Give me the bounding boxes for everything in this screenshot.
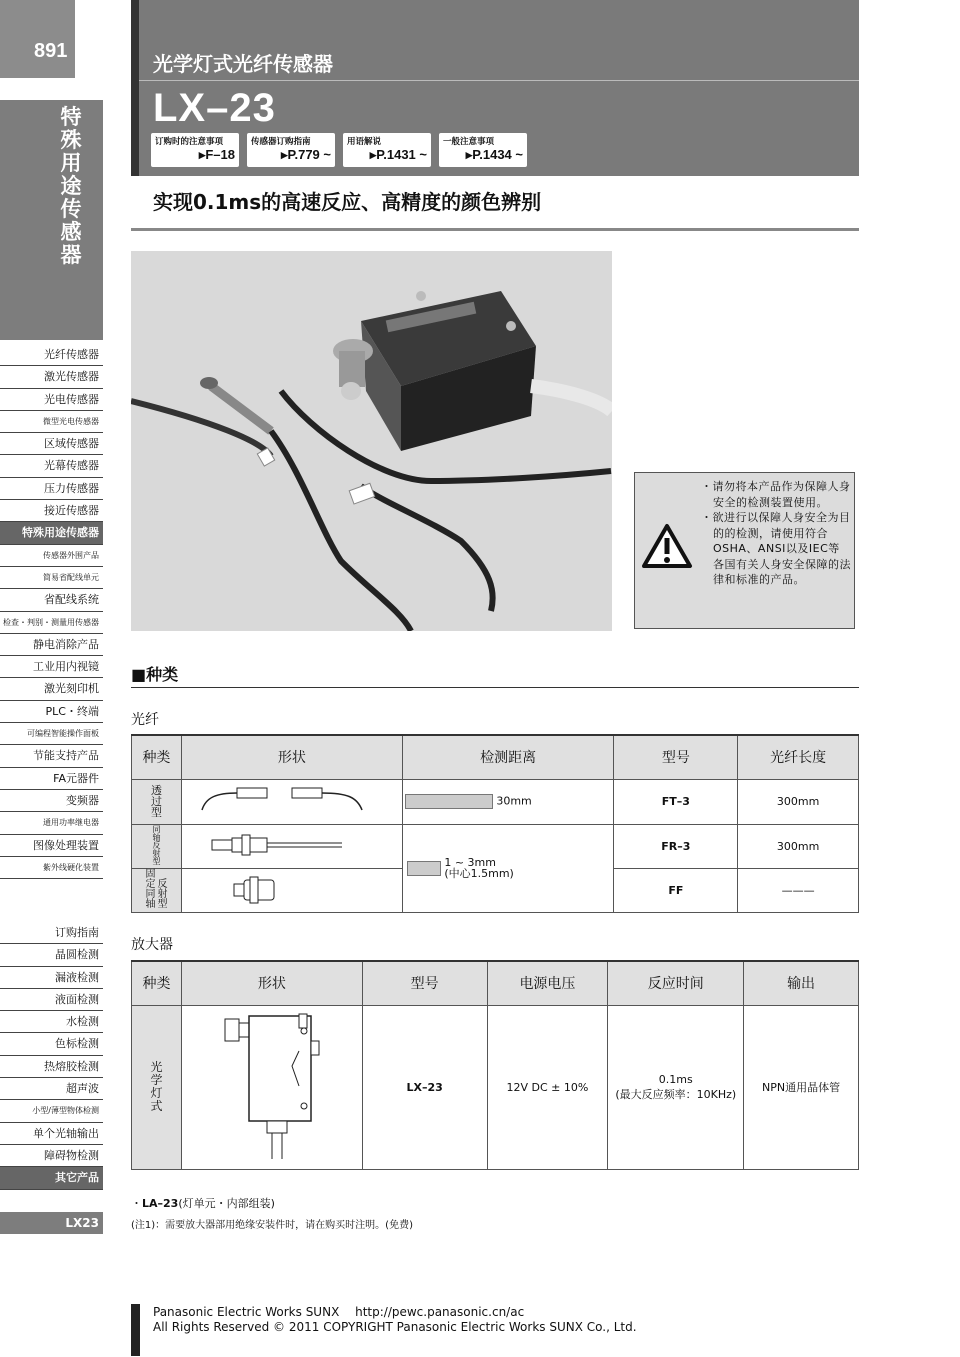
sidebar-item[interactable]: 其它产品 — [0, 1167, 103, 1189]
sidebar-item[interactable]: 光幕传感器 — [0, 455, 103, 477]
response-cell — [608, 1005, 744, 1169]
warning-line: ・欲进行以保障人身安全为目的的检测，请使用符合OSHA、ANSI以及IEC等各国有关人身安全保障的法律和标准的产品。 — [701, 511, 851, 586]
range-value: 30mm — [496, 794, 532, 808]
range-cell — [402, 779, 614, 824]
lamp-unit-model: LA–23 — [142, 1197, 179, 1210]
sidebar-product-nav — [0, 344, 103, 879]
type-cell — [132, 824, 182, 868]
product-photo — [131, 251, 612, 631]
sidebar-item[interactable]: 静电消除产品 — [0, 634, 103, 656]
sidebar-item[interactable]: 液面检测 — [0, 989, 103, 1011]
table-row — [132, 779, 859, 824]
column-header: 电源电压 — [487, 961, 608, 1005]
sidebar-item[interactable]: 晶圆检测 — [0, 944, 103, 966]
column-header: 型号 — [362, 961, 487, 1005]
shape-cell — [181, 1005, 362, 1169]
column-header: 型号 — [614, 735, 738, 779]
coaxial-reflective-fiber-shape — [192, 830, 392, 860]
reference-tab-order-notes[interactable] — [151, 133, 239, 167]
column-header: 反应时间 — [608, 961, 744, 1005]
column-header: 形状 — [181, 735, 402, 779]
sidebar-item[interactable]: 省配线系统 — [0, 589, 103, 611]
sidebar-item[interactable]: 压力传感器 — [0, 478, 103, 500]
reference-tab-title: 传感器订购指南 — [251, 137, 311, 147]
headline-rule — [131, 228, 859, 231]
lamp-unit-desc: (灯单元・内部组装) — [178, 1197, 275, 1210]
sidebar-item[interactable]: 变频器 — [0, 790, 103, 812]
sidebar-item[interactable]: 单个光轴输出 — [0, 1123, 103, 1145]
range-value-line: (中心1.5mm) — [444, 867, 514, 880]
type-label: 同轴反射型 — [152, 825, 161, 866]
sidebar-item[interactable]: 简易省配线单元 — [0, 567, 103, 589]
reference-tab-glossary[interactable] — [343, 133, 431, 167]
reference-tab-page: ▸P.779 ~ — [280, 147, 331, 162]
sidebar-item[interactable]: 光纤传感器 — [0, 344, 103, 366]
table-header-row — [132, 735, 859, 779]
fiber-table — [131, 734, 859, 913]
sidebar-item[interactable]: 激光刻印机 — [0, 678, 103, 700]
note-bullet: ・ — [131, 1197, 142, 1210]
type-cell — [132, 868, 182, 912]
output-cell: NPN通用晶体管 — [744, 1005, 859, 1169]
section-rule — [131, 687, 859, 688]
column-header: 检测距离 — [402, 735, 614, 779]
sidebar-item[interactable]: 小型/薄型物体检测 — [0, 1100, 103, 1122]
sidebar-category-title-text: 特殊用途传感器 — [60, 105, 82, 267]
safety-warning-text — [701, 479, 851, 588]
model-cell: FF — [614, 868, 738, 912]
reference-tab-title: 用语解说 — [347, 137, 382, 147]
sidebar-item[interactable]: 水检测 — [0, 1011, 103, 1033]
range-value — [444, 857, 514, 879]
sidebar-item[interactable]: 工业用内视镜 — [0, 656, 103, 678]
sidebar-item[interactable]: 激光传感器 — [0, 366, 103, 388]
reference-tab-title: 订购时的注意事项 — [155, 137, 224, 147]
footer-company-url: Panasonic Electric Works SUNX http://pewc.panasonic.cn/ac — [153, 1305, 525, 1319]
warning-line: ・请勿将本产品作为保障人身安全的检测装置使用。 — [701, 480, 851, 509]
fixed-coaxial-head-shape — [192, 874, 392, 904]
type-cell — [132, 779, 182, 824]
sidebar-item[interactable]: 可编程智能操作面板 — [0, 723, 103, 745]
reference-tab-general-notes[interactable] — [439, 133, 527, 167]
product-subtitle: 光学灯式光纤传感器 — [153, 52, 333, 76]
headline: 实现0.1ms的高速反应、高精度的颜色辨别 — [153, 190, 542, 214]
shape-cell — [181, 868, 402, 912]
sidebar-item[interactable]: 接近传感器 — [0, 500, 103, 522]
sidebar-item[interactable]: 通用功率继电器 — [0, 812, 103, 834]
table-row — [132, 1005, 859, 1169]
column-header: 光纤长度 — [738, 735, 859, 779]
table-row — [132, 824, 859, 868]
sidebar-item[interactable]: 紫外线硬化装置 — [0, 857, 103, 879]
shape-cell — [181, 824, 402, 868]
reference-tab-page: ▸F–18 — [198, 147, 235, 162]
reference-tab-page: ▸P.1431 ~ — [369, 147, 427, 162]
sidebar-item[interactable]: FA元器件 — [0, 768, 103, 790]
lamp-unit-note — [131, 1195, 275, 1211]
page-header — [131, 0, 859, 176]
sidebar-category-title — [0, 100, 103, 340]
voltage-cell: 12V DC ± 10% — [487, 1005, 608, 1169]
reference-tab-title: 一般注意事项 — [443, 137, 495, 147]
column-header: 形状 — [181, 961, 362, 1005]
range-bar — [407, 861, 441, 876]
type-label: 固定同轴 — [145, 869, 156, 910]
model-cell: FT–3 — [614, 779, 738, 824]
sidebar-item[interactable]: 色标检测 — [0, 1033, 103, 1055]
header-rule — [131, 80, 859, 81]
amplifier-table — [131, 960, 859, 1170]
length-cell: ——— — [738, 868, 859, 912]
reference-tab-order-guide[interactable] — [247, 133, 335, 167]
sidebar-item[interactable]: 特殊用途传感器 — [0, 522, 103, 544]
sidebar-current-model: LX23 — [0, 1212, 103, 1234]
sidebar-item[interactable]: 节能支持产品 — [0, 745, 103, 767]
type-label: 光学灯式 — [150, 1060, 163, 1113]
footer-accent-bar — [131, 1304, 140, 1356]
model-cell: LX–23 — [362, 1005, 487, 1169]
type-cell — [132, 1005, 182, 1169]
shape-cell — [181, 779, 402, 824]
response-frequency-note: (最大反应频率：10KHz) — [615, 1087, 737, 1101]
column-header: 种类 — [132, 961, 182, 1005]
footnote: (注1)：需要放大器部用绝缘安装件时，请在购买时注明。(免费) — [131, 1220, 413, 1231]
safety-warning — [634, 472, 855, 629]
sidebar-item[interactable]: 障碍物检测 — [0, 1145, 103, 1167]
type-label: 反射型 — [157, 879, 168, 910]
sidebar-item[interactable]: 区域传感器 — [0, 433, 103, 455]
sidebar-item[interactable]: 传感器外围产品 — [0, 545, 103, 567]
type-label: 透过型 — [150, 784, 162, 819]
column-header: 输出 — [744, 961, 859, 1005]
sidebar-item[interactable]: 图像处理装置 — [0, 835, 103, 857]
section-title: ■种类 — [131, 665, 179, 684]
response-time-value: 0.1ms — [658, 1072, 693, 1086]
sidebar-item[interactable]: 订购指南 — [0, 922, 103, 944]
sidebar-item[interactable]: 超声波 — [0, 1078, 103, 1100]
product-model-title: LX–23 — [153, 86, 276, 130]
amplifier-subtitle: 放大器 — [131, 937, 173, 953]
footer-copyright: All Rights Reserved © 2011 COPYRIGHT Panasonic Electric Works SUNX Co., Ltd. — [153, 1320, 637, 1334]
page-number: 891 — [0, 0, 75, 78]
through-beam-fiber-shape — [192, 785, 392, 815]
table-header-row — [132, 961, 859, 1005]
warning-triangle-icon — [641, 523, 693, 569]
range-bar — [405, 794, 493, 809]
sidebar-item[interactable]: 微型光电传感器 — [0, 411, 103, 433]
sidebar-item[interactable]: PLC・终端 — [0, 701, 103, 723]
fiber-subtitle: 光纤 — [131, 712, 159, 728]
header-accent-bar — [131, 0, 139, 176]
sidebar-sub-nav — [0, 922, 103, 1190]
reference-tabs — [151, 133, 527, 167]
model-cell: FR–3 — [614, 824, 738, 868]
length-cell: 300mm — [738, 779, 859, 824]
range-value-line: 1 ~ 3mm — [444, 856, 496, 869]
sidebar-item[interactable]: 光电传感器 — [0, 389, 103, 411]
product-photo-illustration — [131, 251, 612, 631]
range-cell — [402, 824, 614, 912]
sidebar-item[interactable]: 热熔胶检测 — [0, 1056, 103, 1078]
sidebar-item[interactable]: 检查・判别・测量用传感器 — [0, 612, 103, 634]
reference-tab-page: ▸P.1434 ~ — [465, 147, 523, 162]
sidebar-item[interactable]: 漏液检测 — [0, 967, 103, 989]
amplifier-shape — [217, 1011, 327, 1161]
column-header: 种类 — [132, 735, 182, 779]
length-cell: 300mm — [738, 824, 859, 868]
